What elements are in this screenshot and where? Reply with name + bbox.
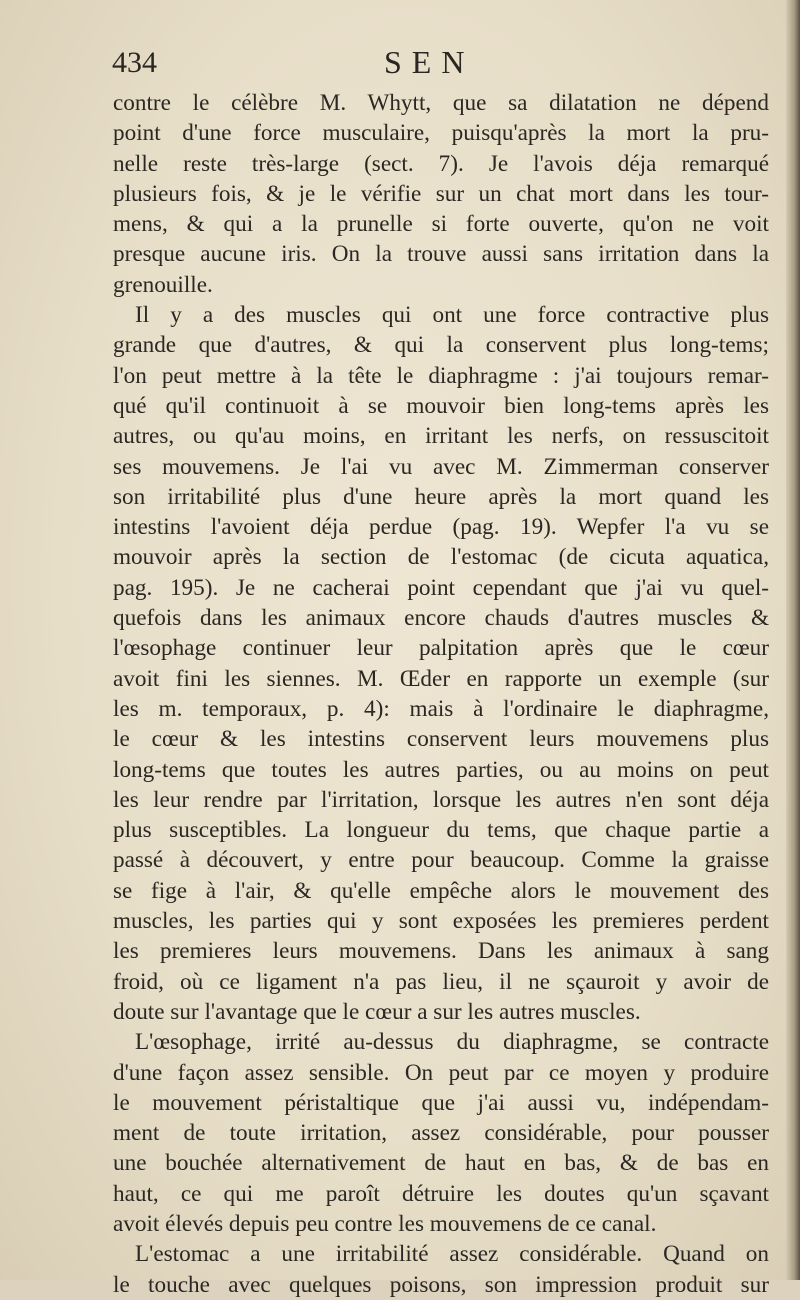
text-line: l'œsophage continuer leur palpitation après que le cœur (113, 635, 769, 662)
text-line: une bouchée alternativement de haut en bas, & de bas en (113, 1150, 769, 1177)
text-line: mens, & qui a la prunelle si forte ouverte, qu'on ne voit (113, 211, 769, 238)
text-line: froid, où ce ligament n'a pas lieu, il ne sçauroit y avoir de (113, 968, 769, 995)
text-line: avoit fini les siennes. M. Œder en rapporte un exemple (sur (113, 665, 769, 692)
text-line: quefois dans les animaux encore chauds d'autres muscles & (113, 605, 769, 632)
text-line: avoit élevés depuis peu contre les mouvemens de ce canal. (113, 1210, 657, 1237)
running-head: SEN (384, 44, 475, 80)
text-line: contre le célèbre M. Whytt, que sa dilatation ne dépend (113, 90, 769, 116)
text-line: son irritabilité plus d'une heure après la mort quand les (113, 483, 769, 510)
text-line: intestins l'avoient déja perdue (pag. 19). Wepfer l'a vu se (113, 514, 769, 541)
text-line: d'une façon assez sensible. On peut par ce moyen y produire (113, 1059, 769, 1086)
text-line: mouvoir après la section de l'estomac (de cicuta aquatica, (113, 544, 769, 571)
text-line: ses mouvemens. Je l'ai vu avec M. Zimmerman conserver (113, 453, 769, 480)
text-line: L'estomac a une irritabilité assez considérable. Quand on (135, 1241, 769, 1268)
text-line: les m. temporaux, p. 4): mais à l'ordinaire le diaphragme, (113, 695, 769, 722)
text-line: qué qu'il continuoit à se mouvoir bien long-tems après les (113, 392, 769, 419)
text-line: pag. 195). Je ne cacherai point cependant que j'ai vu quel- (113, 574, 769, 601)
text-line: l'on peut mettre à la tête le diaphragme : j'ai toujours remar- (113, 362, 769, 389)
page-edge (786, 0, 800, 1280)
text-line: ment de toute irritation, assez considérable, pour pousser (113, 1120, 769, 1147)
page-header (112, 46, 752, 86)
text-line: les leur rendre par l'irritation, lorsque les autres n'en sont déja (113, 786, 769, 813)
text-line: autres, ou qu'au moins, en irritant les nerfs, on ressuscitoit (113, 423, 769, 450)
text-line: grenouille. (113, 271, 213, 298)
text-line: nelle reste très-large (sect. 7). Je l'avois déja remarqué (113, 150, 769, 177)
text-line: les premieres leurs mouvemens. Dans les animaux à sang (113, 938, 769, 965)
text-line: muscles, les parties qui y sont exposées les premieres perdent (113, 908, 769, 935)
text-line: le touche avec quelques poisons, son impression produit sur (113, 1271, 769, 1298)
text-line: le mouvement péristaltique que j'ai aussi vu, indépendam- (113, 1089, 769, 1116)
text-line: passé à découvert, y entre pour beaucoup. Comme la graisse (113, 847, 769, 874)
text-line: point d'une force musculaire, puisqu'après la mort la pru- (113, 120, 769, 147)
text-line: Il y a des muscles qui ont une force contractive plus (135, 302, 769, 329)
text-line: plusieurs fois, & je le vérifie sur un chat mort dans les tour- (113, 180, 769, 207)
text-line: se fige à l'air, & qu'elle empêche alors le mouvement des (113, 877, 769, 904)
page-number: 434 (112, 46, 157, 79)
text-line: grande que d'autres, & qui la conservent plus long-tems; (113, 332, 769, 359)
text-line: long-tems que toutes les autres parties, ou au moins on peut (113, 756, 769, 783)
text-line: L'œsophage, irrité au-dessus du diaphragme, se contracte (135, 1029, 769, 1056)
text-line: presque aucune iris. On la trouve aussi sans irritation dans la (113, 241, 769, 268)
text-line: doute sur l'avantage que le cœur a sur les autres muscles. (113, 998, 641, 1025)
text-line: le cœur & les intestins conservent leurs mouvemens plus (113, 726, 769, 753)
body-text (113, 88, 769, 1300)
text-line: haut, ce qui me paroît détruire les doutes qu'un sçavant (113, 1180, 769, 1207)
text-line: plus susceptibles. La longueur du tems, que chaque partie a (113, 817, 769, 844)
